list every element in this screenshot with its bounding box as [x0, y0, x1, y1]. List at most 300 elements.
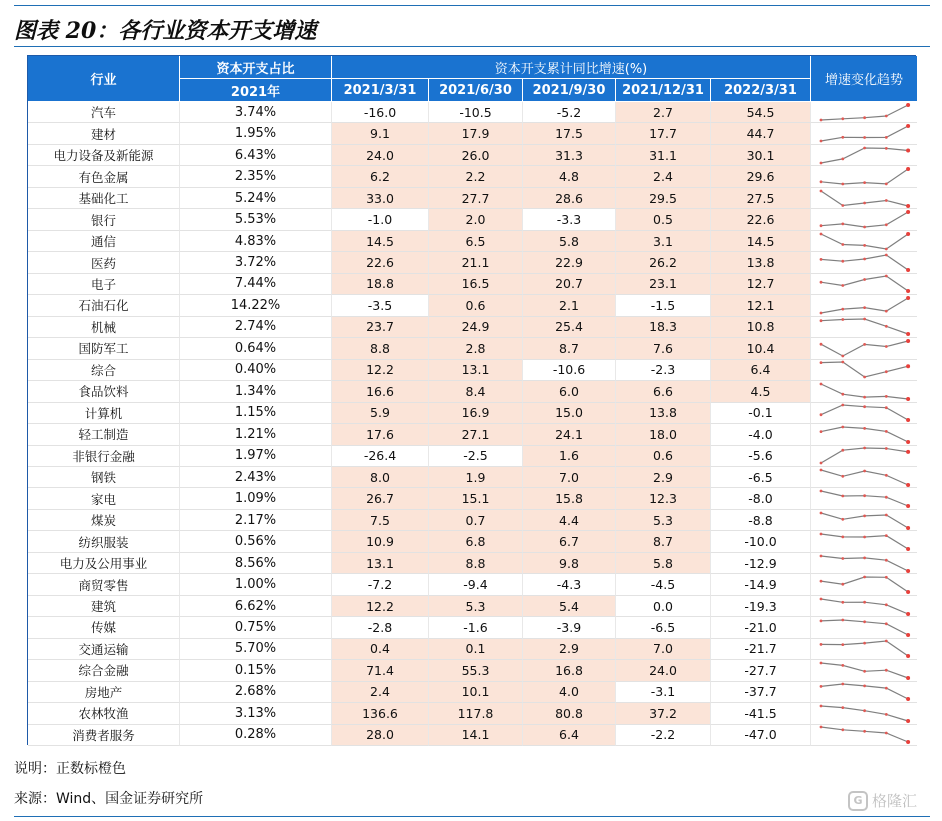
sparkline-point — [820, 161, 823, 164]
sparkline-point — [885, 687, 888, 690]
growth-value-cell: 5.8 — [616, 553, 711, 574]
sparkline-path — [821, 212, 908, 227]
growth-value-cell: 29.5 — [616, 188, 711, 209]
header-date-5: 2022/3/31 — [711, 79, 811, 102]
trend-sparkline-cell — [811, 531, 917, 552]
growth-value-cell: -3.9 — [523, 617, 616, 638]
growth-value-cell: 37.2 — [616, 703, 711, 724]
sparkline-point — [820, 490, 823, 493]
sparkline-point — [863, 136, 866, 139]
sparkline-point — [841, 495, 844, 498]
sparkline-point — [885, 395, 888, 398]
growth-value-cell: 1.9 — [429, 467, 523, 488]
sparkline-point — [885, 558, 888, 561]
growth-value-cell: -12.9 — [711, 553, 811, 574]
sparkline-point — [820, 382, 823, 385]
industry-cell: 国防军工 — [28, 338, 180, 359]
sparkline-point — [841, 117, 844, 120]
growth-value-cell: -4.5 — [616, 574, 711, 595]
growth-value-cell: 0.4 — [332, 639, 429, 660]
trend-sparkline — [811, 703, 917, 724]
industry-cell: 消费者服务 — [28, 725, 180, 746]
growth-value-cell: 6.4 — [711, 360, 811, 381]
growth-value-cell: -27.7 — [711, 660, 811, 681]
sparkline-point — [885, 310, 888, 313]
growth-value-cell: 13.1 — [332, 553, 429, 574]
trend-sparkline-cell — [811, 166, 917, 187]
growth-value-cell: 6.6 — [616, 381, 711, 402]
sparkline-point — [906, 526, 910, 530]
trend-sparkline — [811, 273, 917, 294]
sparkline-path — [821, 448, 908, 463]
sparkline-point — [863, 600, 866, 603]
growth-value-cell: 3.1 — [616, 231, 711, 252]
sparkline-point — [906, 740, 910, 744]
sparkline-point — [820, 685, 823, 688]
growth-value-cell: 7.0 — [523, 467, 616, 488]
growth-value-cell: 13.8 — [616, 403, 711, 424]
sparkline-point — [885, 430, 888, 433]
growth-value-cell: -2.5 — [429, 446, 523, 467]
sparkline-point — [906, 204, 910, 208]
growth-value-cell: 136.6 — [332, 703, 429, 724]
growth-value-cell: 24.9 — [429, 317, 523, 338]
growth-value-cell: 5.3 — [616, 510, 711, 531]
sparkline-point — [906, 124, 910, 128]
growth-value-cell: 2.4 — [616, 166, 711, 187]
sparkline-point — [885, 447, 888, 450]
sparkline-point — [906, 654, 910, 658]
growth-value-cell: 23.1 — [616, 274, 711, 295]
share-cell: 5.24% — [180, 188, 332, 209]
trend-sparkline — [811, 638, 917, 659]
sparkline-point — [885, 603, 888, 606]
growth-value-cell: 18.3 — [616, 317, 711, 338]
growth-value-cell: 71.4 — [332, 660, 429, 681]
sparkline-point — [863, 181, 866, 184]
sparkline-point — [906, 167, 910, 171]
header-share: 资本开支占比 — [180, 56, 332, 79]
growth-value-cell: 10.9 — [332, 531, 429, 552]
sparkline-point — [820, 232, 823, 235]
growth-value-cell: 22.9 — [523, 252, 616, 273]
sparkline-point — [906, 590, 910, 594]
growth-value-cell: -7.2 — [332, 574, 429, 595]
sparkline-point — [820, 362, 823, 365]
growth-value-cell: 27.5 — [711, 188, 811, 209]
sparkline-path — [821, 255, 908, 270]
sparkline-point — [841, 404, 844, 407]
sparkline-point — [820, 140, 823, 143]
industry-cell: 交通运输 — [28, 639, 180, 660]
sparkline-point — [906, 697, 910, 701]
growth-value-cell: 23.7 — [332, 317, 429, 338]
trend-sparkline — [811, 231, 917, 252]
industry-cell: 建材 — [28, 123, 180, 144]
trend-sparkline-cell — [811, 295, 917, 316]
bottom-rule — [14, 816, 930, 817]
sparkline-point — [841, 243, 844, 246]
growth-value-cell: 17.9 — [429, 123, 523, 144]
sparkline-path — [821, 148, 908, 163]
growth-value-cell: 44.7 — [711, 123, 811, 144]
growth-value-cell: 2.2 — [429, 166, 523, 187]
growth-value-cell: 12.2 — [332, 360, 429, 381]
share-cell: 4.83% — [180, 231, 332, 252]
sparkline-point — [906, 296, 910, 300]
sparkline-point — [863, 494, 866, 497]
share-cell: 1.97% — [180, 446, 332, 467]
sparkline-point — [863, 406, 866, 409]
share-cell: 3.72% — [180, 252, 332, 273]
trend-sparkline — [811, 488, 917, 509]
trend-sparkline-cell — [811, 424, 917, 445]
sparkline-point — [841, 518, 844, 521]
sparkline-path — [821, 298, 908, 313]
growth-value-cell: 6.4 — [523, 725, 616, 746]
sparkline-point — [863, 642, 866, 645]
growth-value-cell: 2.0 — [429, 209, 523, 230]
sparkline-point — [906, 103, 910, 107]
sparkline-point — [885, 183, 888, 186]
note-positive-orange: 说明：正数标橙色 — [14, 761, 126, 777]
growth-value-cell: 0.0 — [616, 596, 711, 617]
sparkline-point — [820, 726, 823, 729]
growth-value-cell: 7.0 — [616, 639, 711, 660]
growth-value-cell: 18.8 — [332, 274, 429, 295]
trend-sparkline — [811, 553, 917, 574]
growth-value-cell: 5.3 — [429, 596, 523, 617]
watermark — [848, 790, 917, 811]
share-cell: 1.15% — [180, 403, 332, 424]
trend-sparkline-cell — [811, 145, 917, 166]
figure-title: 图表 20：各行业资本开支增速 — [14, 18, 317, 44]
sparkline-point — [841, 285, 844, 288]
growth-value-cell: 6.7 — [523, 531, 616, 552]
trend-sparkline-cell — [811, 639, 917, 660]
share-cell: 1.95% — [180, 123, 332, 144]
growth-value-cell: 9.1 — [332, 123, 429, 144]
sparkline-point — [841, 308, 844, 311]
growth-value-cell: 8.8 — [429, 553, 523, 574]
industry-cell: 计算机 — [28, 403, 180, 424]
sparkline-point — [906, 569, 910, 573]
sparkline-point — [841, 583, 844, 586]
growth-value-cell: -47.0 — [711, 725, 811, 746]
sparkline-point — [885, 275, 888, 278]
growth-value-cell: 27.1 — [429, 424, 523, 445]
trend-sparkline-cell — [811, 252, 917, 273]
growth-value-cell: -5.6 — [711, 446, 811, 467]
industry-cell: 石油石化 — [28, 295, 180, 316]
sparkline-point — [885, 474, 888, 477]
header-growth: 资本开支累计同比增速(%) — [332, 56, 811, 79]
trend-sparkline — [811, 510, 917, 531]
industry-cell: 煤炭 — [28, 510, 180, 531]
sparkline-point — [885, 669, 888, 672]
sparkline-point — [820, 468, 823, 471]
sparkline-path — [821, 319, 908, 334]
growth-value-cell: 80.8 — [523, 703, 616, 724]
growth-value-cell: 24.1 — [523, 424, 616, 445]
growth-value-cell: -10.0 — [711, 531, 811, 552]
trend-sparkline-cell — [811, 102, 917, 123]
industry-cell: 通信 — [28, 231, 180, 252]
growth-value-cell: 8.0 — [332, 467, 429, 488]
growth-value-cell: 17.7 — [616, 123, 711, 144]
growth-value-cell: 29.6 — [711, 166, 811, 187]
trend-sparkline-cell — [811, 703, 917, 724]
growth-value-cell: 24.0 — [616, 660, 711, 681]
trend-sparkline-cell — [811, 446, 917, 467]
growth-value-cell: 6.8 — [429, 531, 523, 552]
sparkline-point — [820, 597, 823, 600]
sparkline-point — [885, 223, 888, 226]
share-cell: 2.17% — [180, 510, 332, 531]
sparkline-point — [820, 343, 823, 346]
growth-value-cell: -9.4 — [429, 574, 523, 595]
sparkline-point — [841, 619, 844, 622]
sparkline-point — [820, 643, 823, 646]
share-cell: 8.56% — [180, 553, 332, 574]
growth-value-cell: 5.4 — [523, 596, 616, 617]
header-share-year: 2021年 — [180, 79, 332, 102]
trend-sparkline — [811, 188, 917, 209]
sparkline-point — [863, 396, 866, 399]
growth-value-cell: -10.6 — [523, 360, 616, 381]
sparkline-point — [885, 247, 888, 250]
industry-cell: 非银行金融 — [28, 446, 180, 467]
growth-value-cell: 13.8 — [711, 252, 811, 273]
growth-value-cell: 4.0 — [523, 682, 616, 703]
sparkline-point — [906, 397, 910, 401]
sparkline-point — [863, 620, 866, 623]
share-cell: 2.43% — [180, 467, 332, 488]
sparkline-point — [841, 475, 844, 478]
trend-sparkline — [811, 252, 917, 273]
sparkline-point — [820, 258, 823, 261]
growth-value-cell: 8.7 — [523, 338, 616, 359]
sparkline-point — [841, 536, 844, 539]
growth-value-cell: 28.0 — [332, 725, 429, 746]
industry-cell: 建筑 — [28, 596, 180, 617]
growth-value-cell: 10.4 — [711, 338, 811, 359]
share-cell: 5.70% — [180, 639, 332, 660]
sparkline-point — [820, 224, 823, 227]
growth-value-cell: -4.3 — [523, 574, 616, 595]
growth-value-cell: -41.5 — [711, 703, 811, 724]
header-date-4: 2021/12/31 — [616, 79, 711, 102]
sparkline-point — [841, 136, 844, 139]
trend-sparkline-cell — [811, 360, 917, 381]
sparkline-point — [863, 279, 866, 282]
growth-value-cell: 21.1 — [429, 252, 523, 273]
industry-cell: 综合金融 — [28, 660, 180, 681]
growth-value-cell: -6.5 — [616, 617, 711, 638]
share-cell: 6.62% — [180, 596, 332, 617]
sparkline-point — [863, 514, 866, 517]
share-cell: 0.15% — [180, 660, 332, 681]
trend-sparkline — [811, 574, 917, 595]
industry-cell: 纺织服装 — [28, 531, 180, 552]
trend-sparkline — [811, 660, 917, 681]
growth-value-cell: 30.1 — [711, 145, 811, 166]
sparkline-point — [863, 556, 866, 559]
trend-sparkline-cell — [811, 488, 917, 509]
trend-sparkline — [811, 531, 917, 552]
industry-cell: 传媒 — [28, 617, 180, 638]
growth-value-cell: 22.6 — [332, 252, 429, 273]
header-trend: 增速变化趋势 — [811, 56, 917, 102]
sparkline-point — [841, 600, 844, 603]
sparkline-path — [821, 727, 908, 742]
sparkline-point — [841, 706, 844, 709]
sparkline-point — [863, 146, 866, 149]
growth-value-cell: 16.6 — [332, 381, 429, 402]
share-cell: 2.74% — [180, 317, 332, 338]
sparkline-point — [863, 709, 866, 712]
industry-cell: 轻工制造 — [28, 424, 180, 445]
growth-value-cell: 2.1 — [523, 295, 616, 316]
growth-value-cell: -5.2 — [523, 102, 616, 123]
trend-sparkline-cell — [811, 596, 917, 617]
sparkline-point — [906, 418, 910, 422]
growth-value-cell: 7.6 — [616, 338, 711, 359]
sparkline-point — [906, 440, 910, 444]
growth-value-cell: 8.8 — [332, 338, 429, 359]
sparkline-point — [885, 345, 888, 348]
sparkline-point — [820, 580, 823, 583]
growth-value-cell: 12.7 — [711, 274, 811, 295]
sparkline-path — [821, 491, 908, 506]
trend-sparkline — [811, 166, 917, 187]
industry-cell: 房地产 — [28, 682, 180, 703]
sparkline-point — [885, 576, 888, 579]
growth-value-cell: 28.6 — [523, 188, 616, 209]
source-note: 来源：Wind、国金证券研究所 — [14, 791, 204, 807]
share-cell: 1.00% — [180, 574, 332, 595]
trend-sparkline — [811, 681, 917, 702]
trend-sparkline-cell — [811, 510, 917, 531]
sparkline-point — [906, 332, 910, 336]
growth-value-cell: 16.8 — [523, 660, 616, 681]
trend-sparkline-cell — [811, 403, 917, 424]
sparkline-point — [863, 244, 866, 247]
sparkline-point — [863, 226, 866, 229]
sparkline-point — [820, 430, 823, 433]
growth-value-cell: 55.3 — [429, 660, 523, 681]
industry-cell: 基础化工 — [28, 188, 180, 209]
trend-sparkline-cell — [811, 682, 917, 703]
sparkline-point — [906, 719, 910, 723]
share-cell: 2.68% — [180, 682, 332, 703]
trend-sparkline — [811, 359, 917, 380]
trend-sparkline-cell — [811, 231, 917, 252]
share-cell: 3.13% — [180, 703, 332, 724]
growth-value-cell: 24.0 — [332, 145, 429, 166]
growth-value-cell: 5.9 — [332, 403, 429, 424]
sparkline-point — [906, 633, 910, 637]
sparkline-point — [885, 147, 888, 150]
growth-value-cell: 10.1 — [429, 682, 523, 703]
trend-sparkline — [811, 102, 917, 123]
top-rule — [14, 5, 930, 6]
trend-sparkline — [811, 445, 917, 466]
growth-value-cell: -2.3 — [616, 360, 711, 381]
industry-cell: 医药 — [28, 252, 180, 273]
growth-value-cell: 117.8 — [429, 703, 523, 724]
growth-value-cell: 16.9 — [429, 403, 523, 424]
trend-sparkline — [811, 617, 917, 638]
growth-value-cell: 17.6 — [332, 424, 429, 445]
trend-sparkline — [811, 338, 917, 359]
trend-sparkline-cell — [811, 467, 917, 488]
industry-cell: 机械 — [28, 317, 180, 338]
sparkline-point — [841, 683, 844, 686]
sparkline-point — [841, 557, 844, 560]
growth-value-cell: 26.2 — [616, 252, 711, 273]
watermark-text: 格隆汇 — [872, 792, 918, 810]
growth-value-cell: -16.0 — [332, 102, 429, 123]
sparkline-point — [906, 148, 910, 152]
growth-value-cell: -4.0 — [711, 424, 811, 445]
growth-value-cell: 27.7 — [429, 188, 523, 209]
sparkline-point — [820, 414, 823, 417]
growth-value-cell: 12.1 — [711, 295, 811, 316]
trend-sparkline-cell — [811, 338, 917, 359]
trend-sparkline-cell — [811, 660, 917, 681]
sparkline-point — [863, 447, 866, 450]
share-cell: 0.40% — [180, 360, 332, 381]
trend-sparkline-cell — [811, 188, 917, 209]
growth-value-cell: -26.4 — [332, 446, 429, 467]
growth-value-cell: 2.9 — [616, 467, 711, 488]
trend-sparkline — [811, 724, 917, 745]
growth-value-cell: 8.4 — [429, 381, 523, 402]
growth-value-cell: 4.8 — [523, 166, 616, 187]
growth-value-cell: 14.1 — [429, 725, 523, 746]
sparkline-point — [906, 547, 910, 551]
sparkline-point — [841, 157, 844, 160]
header-date-1: 2021/3/31 — [332, 79, 429, 102]
trend-sparkline — [811, 123, 917, 144]
share-cell: 1.21% — [180, 424, 332, 445]
growth-value-cell: -2.8 — [332, 617, 429, 638]
growth-value-cell: 4.5 — [711, 381, 811, 402]
trend-sparkline-cell — [811, 274, 917, 295]
sparkline-point — [885, 622, 888, 625]
sparkline-point — [885, 199, 888, 202]
sparkline-point — [885, 254, 888, 257]
industry-cell: 有色金属 — [28, 166, 180, 187]
watermark-logo-icon: G — [848, 791, 868, 811]
sparkline-point — [906, 676, 910, 680]
growth-value-cell: 6.2 — [332, 166, 429, 187]
sparkline-point — [820, 619, 823, 622]
growth-value-cell: 12.3 — [616, 488, 711, 509]
growth-value-cell: 22.6 — [711, 209, 811, 230]
industry-cell: 电力设备及新能源 — [28, 145, 180, 166]
growth-value-cell: 15.0 — [523, 403, 616, 424]
sparkline-point — [885, 513, 888, 516]
growth-value-cell: 0.7 — [429, 510, 523, 531]
growth-value-cell: -19.3 — [711, 596, 811, 617]
sparkline-path — [821, 577, 908, 592]
share-cell: 1.09% — [180, 488, 332, 509]
trend-sparkline-cell — [811, 123, 917, 144]
trend-sparkline-cell — [811, 381, 917, 402]
sparkline-point — [820, 189, 823, 192]
